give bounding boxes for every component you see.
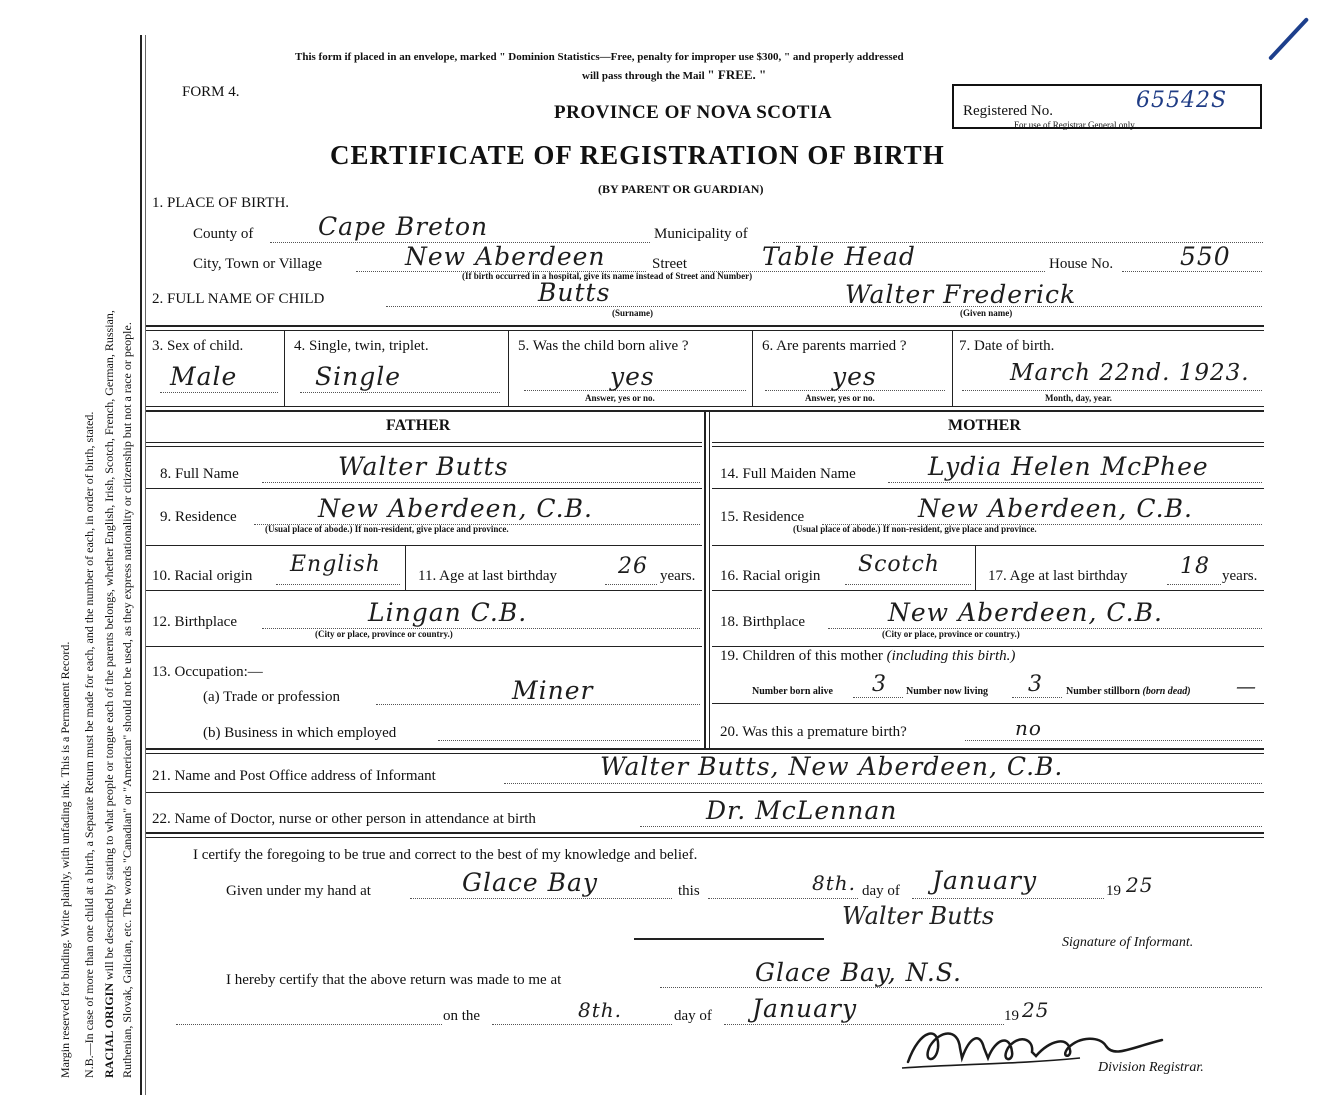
registered-number-label: Registered No. xyxy=(963,103,1053,119)
premature-value: no xyxy=(1015,716,1042,740)
informant-signature: Walter Butts xyxy=(842,902,995,930)
now-living-value: 3 xyxy=(1028,672,1043,697)
mother-age-unit: years. xyxy=(1222,568,1258,584)
column-divider xyxy=(704,412,706,749)
plurality-value: Single xyxy=(315,362,402,391)
trade-value: Miner xyxy=(512,676,594,705)
street-value: Table Head xyxy=(762,242,916,271)
child-surname-value: Butts xyxy=(538,278,611,307)
doctor-label: 22. Name of Doctor, nurse or other person in attendance at birth xyxy=(152,811,536,827)
child-given-name-value: Walter Frederick xyxy=(845,280,1077,309)
racial-origin-title: RACIAL ORIGIN xyxy=(102,982,116,1078)
informant-label: 21. Name and Post Office address of Informant xyxy=(152,768,436,784)
given-year-prefix: 19 xyxy=(1106,883,1121,899)
registrar-year-prefix: 19 xyxy=(1004,1008,1019,1024)
county-label: County of xyxy=(193,226,254,242)
mother-birthplace-caption: (City or place, province or country.) xyxy=(882,629,1020,639)
given-month-value: January xyxy=(932,866,1038,895)
racial-note-line1 xyxy=(102,310,117,1078)
given-name-caption: (Given name) xyxy=(960,308,1013,318)
trade-label: (a) Trade or profession xyxy=(203,689,341,705)
stillborn-value: — xyxy=(1236,674,1257,698)
registrar-place-value: Glace Bay, N.S. xyxy=(755,958,962,987)
city-label: City, Town or Village xyxy=(193,256,323,272)
father-name-label: 8. Full Name xyxy=(160,466,239,482)
father-heading: FATHER xyxy=(386,417,451,434)
father-residence-value: New Aberdeen, C.B. xyxy=(318,494,593,523)
born-alive-count-label: Number born alive xyxy=(752,686,833,697)
registrar-caption: Division Registrar. xyxy=(1098,1060,1204,1075)
envelope-note-line2: will pass through the Mail " FREE. " xyxy=(582,67,767,82)
premature-label: 20. Was this a premature birth? xyxy=(720,724,907,740)
nb-note: N.B.—In case of more than one child at a birth, a Separate Return must be made for each, and the number of each, in order of birth, stated. xyxy=(82,411,96,1078)
informant-value: Walter Butts, New Aberdeen, C.B. xyxy=(600,752,1064,781)
now-living-label: Number now living xyxy=(906,686,989,697)
given-place-value: Glace Bay xyxy=(462,868,599,897)
father-residence-caption: (Usual place of abode.) If non-resident, give place and province. xyxy=(265,524,509,534)
county-value: Cape Breton xyxy=(318,212,489,241)
mother-racial-label: 16. Racial origin xyxy=(720,568,821,584)
registrar-statement: I hereby certify that the above return was made to me at xyxy=(226,972,562,988)
registered-number-value: 65542S xyxy=(1136,88,1228,113)
city-value: New Aberdeen xyxy=(405,242,606,271)
born-alive-value: yes xyxy=(610,362,655,391)
racial-note-line2: Ruthenian, Slovak, Galician, etc. The words "Canadian" or "American" should not be used, as they express nationality or citizenship but not a race or people. xyxy=(120,322,134,1078)
plurality-label: 4. Single, twin, triplet. xyxy=(294,338,429,354)
given-day-value: 8th. xyxy=(812,871,856,895)
sex-value: Male xyxy=(170,362,238,391)
mother-residence-value: New Aberdeen, C.B. xyxy=(918,494,1193,523)
mother-heading: MOTHER xyxy=(948,417,1021,434)
given-under-hand-label: Given under my hand at xyxy=(226,883,371,899)
sex-label: 3. Sex of child. xyxy=(152,338,244,354)
page-title: CERTIFICATE OF REGISTRATION OF BIRTH xyxy=(330,140,945,170)
surname-caption: (Surname) xyxy=(612,308,653,318)
father-age-value: 26 xyxy=(618,554,648,579)
checkmark-stroke xyxy=(1268,17,1309,61)
occupation-label: 13. Occupation:— xyxy=(152,664,263,680)
father-birthplace-label: 12. Birthplace xyxy=(152,614,237,630)
father-racial-value: English xyxy=(290,552,381,577)
date-of-birth-value: March 22nd. 1923. xyxy=(1010,360,1250,386)
envelope-note-line1: This form if placed in an envelope, marked " Dominion Statistics—Free, penalty for improper use $300, " and properly addressed xyxy=(295,51,904,63)
house-number-value: 550 xyxy=(1180,242,1231,271)
father-racial-label: 10. Racial origin xyxy=(152,568,253,584)
father-birthplace-value: Lingan C.B. xyxy=(368,598,528,627)
informant-signature-caption: Signature of Informant. xyxy=(1062,935,1194,950)
given-day-of-label: day of xyxy=(862,883,900,899)
date-of-birth-caption: Month, day, year. xyxy=(1045,393,1112,403)
registrar-day-value: 8th. xyxy=(578,998,622,1022)
mother-birthplace-value: New Aberdeen, C.B. xyxy=(888,598,1163,627)
mother-age-value: 18 xyxy=(1180,554,1210,579)
father-birthplace-caption: (City or place, province or country.) xyxy=(315,629,453,639)
province-heading: PROVINCE OF NOVA SCOTIA xyxy=(554,102,833,123)
children-label: 19. Children of this mother (including this birth.) xyxy=(720,648,1016,664)
mother-name-label: 14. Full Maiden Name xyxy=(720,466,856,482)
margin-rule-inner xyxy=(145,35,146,1095)
certify-statement: I certify the foregoing to be true and correct to the best of my knowledge and belief. xyxy=(193,847,698,863)
born-alive-caption: Answer, yes or no. xyxy=(585,393,655,403)
registered-number-box xyxy=(952,84,1262,129)
stillborn-label: Number stillborn (born dead) xyxy=(1066,686,1191,697)
registrar-day-of-label: day of xyxy=(674,1008,712,1024)
father-age-unit: years. xyxy=(660,568,696,584)
form-number: FORM 4. xyxy=(182,84,240,100)
registrar-use-note: For use of Registrar General only. xyxy=(1014,120,1137,130)
mother-birthplace-label: 18. Birthplace xyxy=(720,614,805,630)
born-alive-count-value: 3 xyxy=(872,672,887,697)
margin-rule xyxy=(140,35,142,1095)
mother-racial-value: Scotch xyxy=(858,552,940,577)
given-year-value: 25 xyxy=(1126,873,1154,897)
parents-married-label: 6. Are parents married ? xyxy=(762,338,907,354)
date-of-birth-label: 7. Date of birth. xyxy=(959,338,1055,354)
binding-note: Margin reserved for binding. Write plainly, with unfading ink. This is a Permanent Record. xyxy=(58,641,72,1078)
mother-residence-caption: (Usual place of abode.) If non-resident, give place and province. xyxy=(793,524,1037,534)
municipality-label: Municipality of xyxy=(654,226,748,242)
place-of-birth-heading: 1. PLACE OF BIRTH. xyxy=(152,195,290,211)
page-subtitle: (BY PARENT OR GUARDIAN) xyxy=(598,182,764,196)
racial-note-text: will be described by stating to what people or tongue each of the parents belongs, whether English, Irish, Scotch, French, German, Russian, xyxy=(102,310,116,980)
business-label: (b) Business in which employed xyxy=(203,725,397,741)
mother-name-value: Lydia Helen McPhee xyxy=(928,452,1209,481)
parents-married-caption: Answer, yes or no. xyxy=(805,393,875,403)
born-alive-label: 5. Was the child born alive ? xyxy=(518,338,689,354)
parents-married-value: yes xyxy=(832,362,877,391)
doctor-value: Dr. McLennan xyxy=(706,796,898,825)
this-label: this xyxy=(678,883,700,899)
child-name-label: 2. FULL NAME OF CHILD xyxy=(152,291,325,307)
binding-margin xyxy=(0,0,140,1107)
on-the-label: on the xyxy=(443,1008,481,1024)
registrar-year-value: 25 xyxy=(1022,998,1050,1022)
hospital-note: (If birth occurred in a hospital, give its name instead of Street and Number) xyxy=(462,271,753,281)
father-name-value: Walter Butts xyxy=(338,452,509,481)
father-age-label: 11. Age at last birthday xyxy=(418,568,557,584)
mother-residence-label: 15. Residence xyxy=(720,509,805,525)
registrar-month-value: January xyxy=(752,994,858,1023)
street-label: Street xyxy=(652,256,687,272)
father-residence-label: 9. Residence xyxy=(160,509,237,525)
house-number-label: House No. xyxy=(1049,256,1114,272)
mother-age-label: 17. Age at last birthday xyxy=(988,568,1128,584)
